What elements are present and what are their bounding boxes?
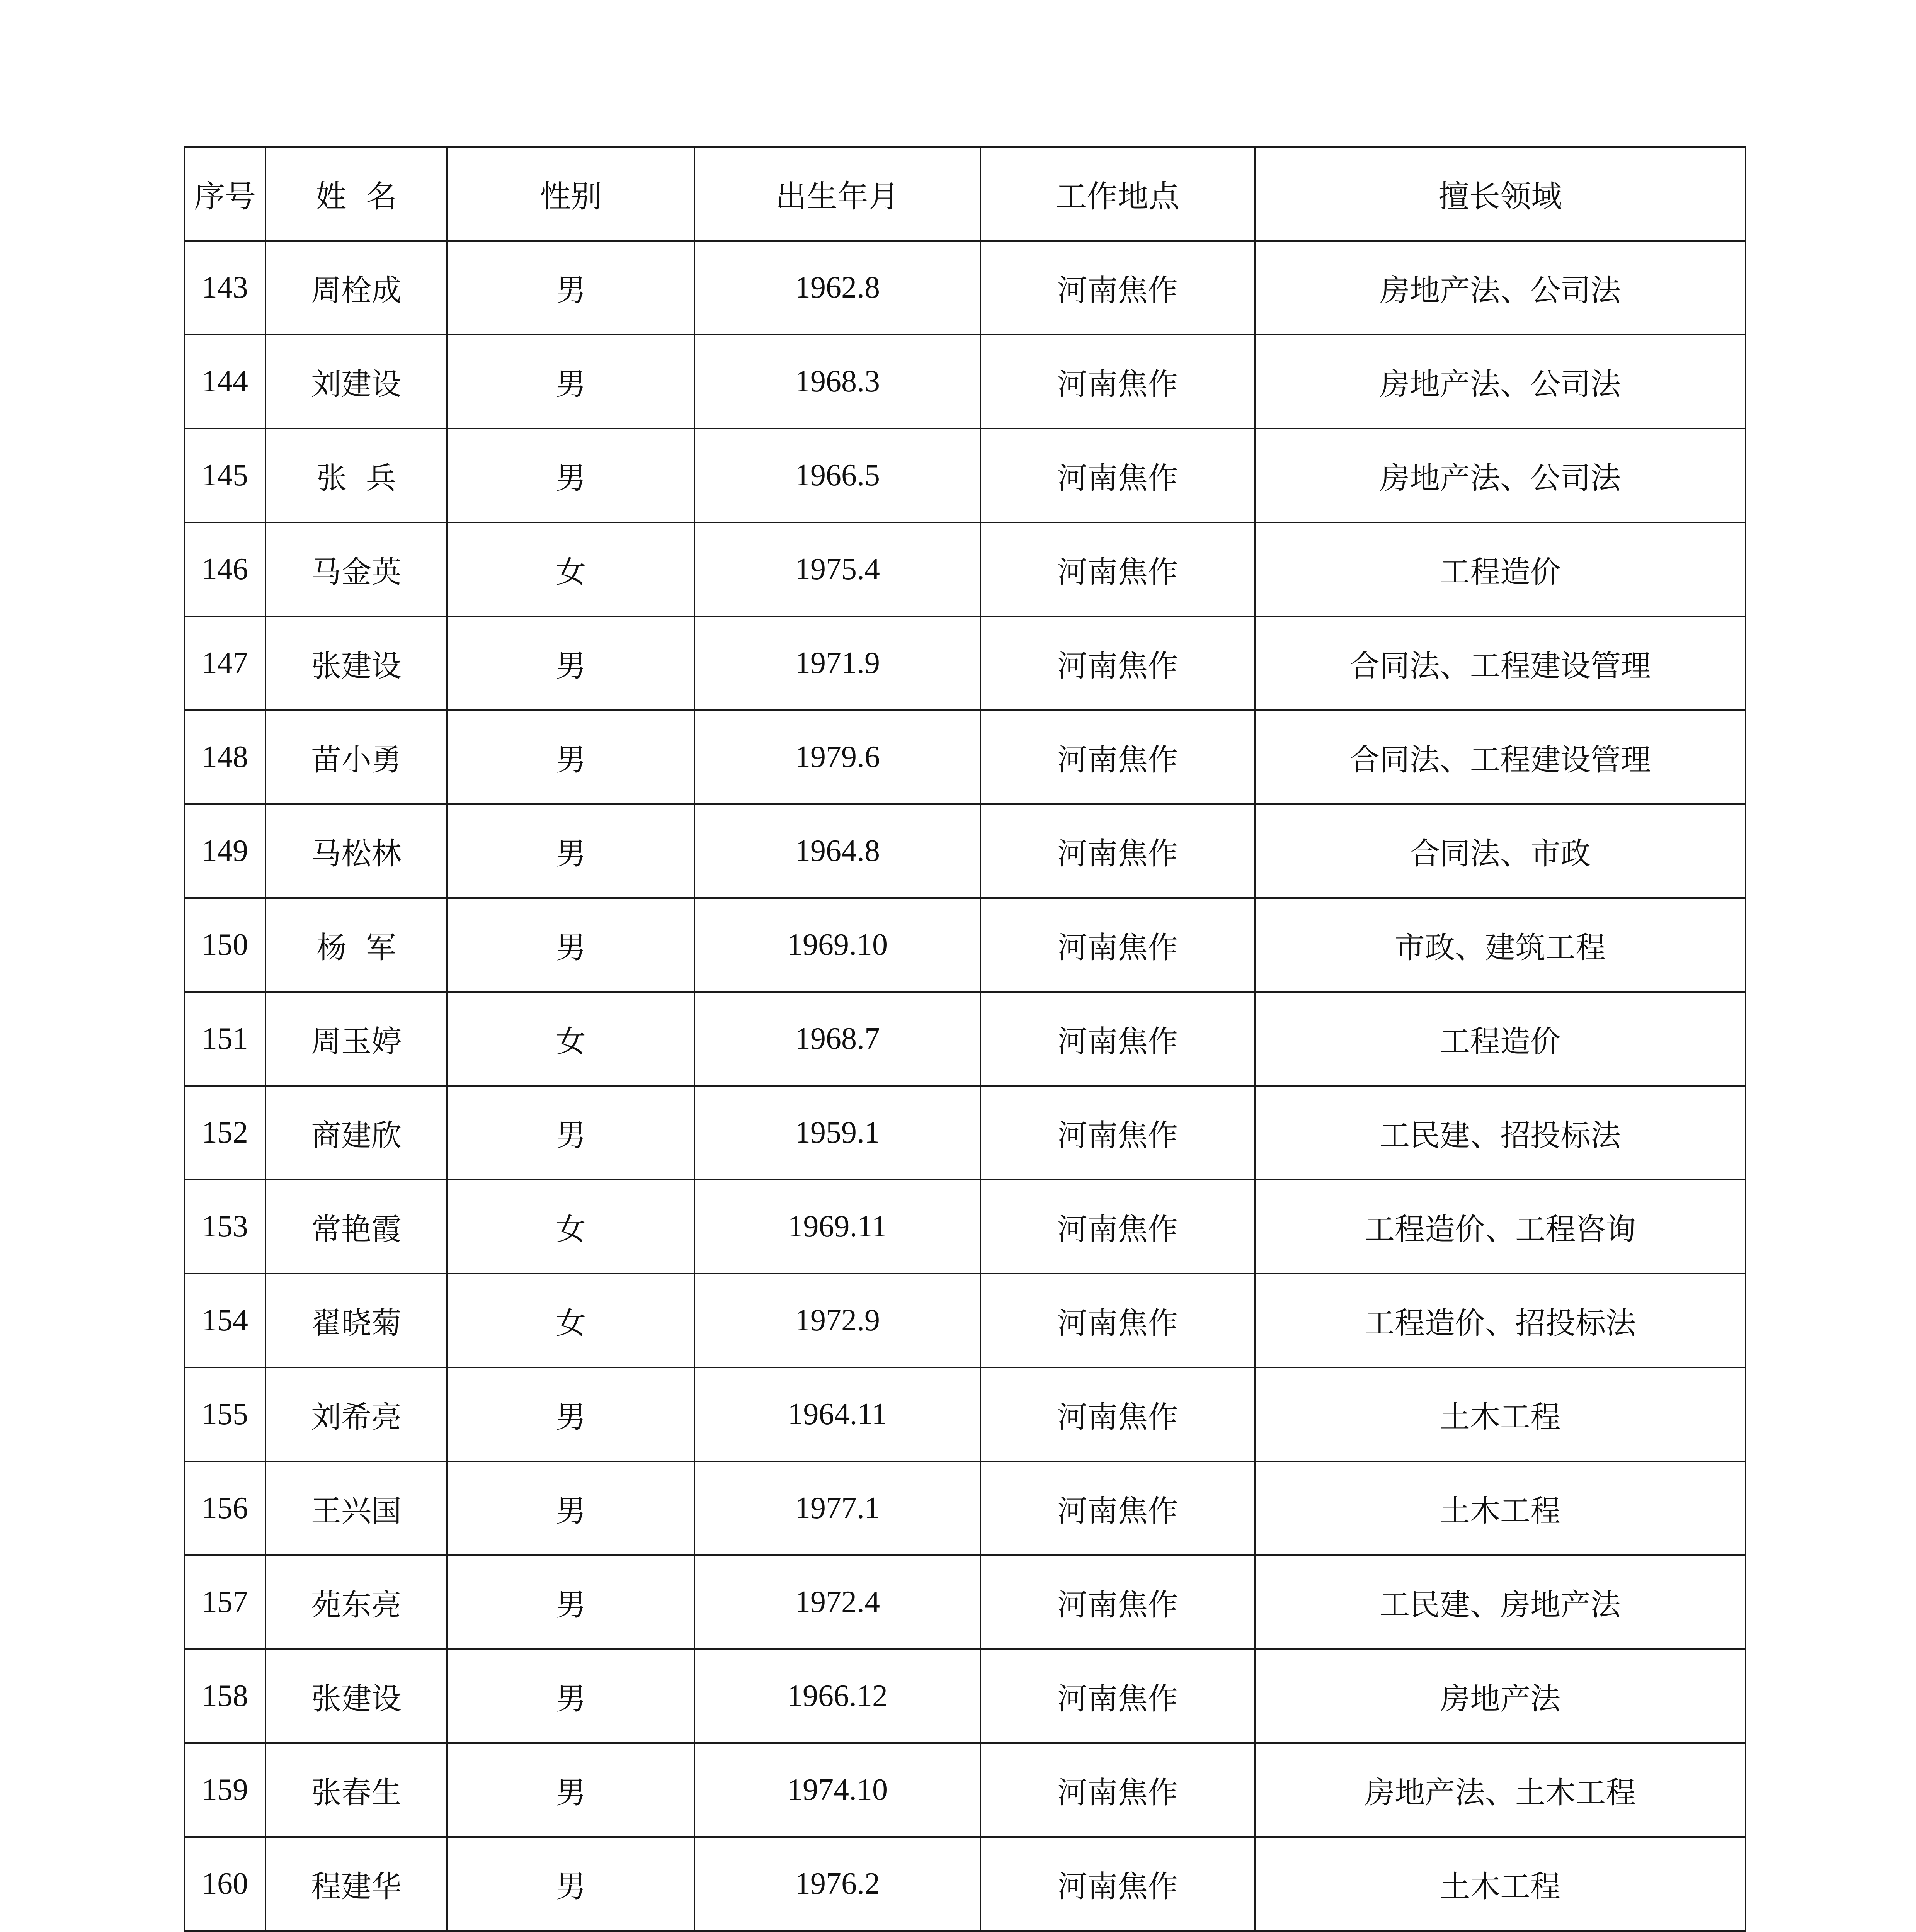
table-row [184,522,1746,616]
table-row [184,710,1746,804]
cell-sex: 男 [447,1555,694,1649]
table-row [184,429,1746,522]
cell-name: 刘建设 [265,335,447,429]
cell-place: 河南焦作 [980,898,1255,992]
cell-name: 周玉婷 [265,992,447,1086]
cell-name: 常艳霞 [265,1180,447,1274]
cell-seq: 146 [184,522,265,616]
cell-field: 工程造价、招投标法 [1255,1274,1746,1367]
cell-birth: 1964.11 [694,1367,980,1461]
cell-seq: 144 [184,335,265,429]
cell-place: 河南焦作 [980,1743,1255,1837]
cell-birth: 1975.4 [694,522,980,616]
cell-sex: 男 [447,1461,694,1555]
cell-field: 房地产法、公司法 [1255,335,1746,429]
cell-name: 张建设 [265,1649,447,1743]
table-row [184,241,1746,335]
table-row [184,804,1746,898]
cell-sex: 男 [447,1086,694,1180]
cell-name: 翟晓菊 [265,1274,447,1367]
cell-field: 合同法、工程建设管理 [1255,710,1746,804]
cell-birth: 1964.8 [694,804,980,898]
cell-field: 房地产法 [1255,1649,1746,1743]
cell-birth: 1962.8 [694,241,980,335]
cell-field: 市政、建筑工程 [1255,898,1746,992]
table-row [184,1086,1746,1180]
cell-place: 河南焦作 [980,1837,1255,1931]
cell-field: 工程造价 [1255,522,1746,616]
table-row [184,1461,1746,1555]
table-row [184,1555,1746,1649]
cell-sex: 女 [447,522,694,616]
cell-name: 程建华 [265,1837,447,1931]
cell-sex: 女 [447,1274,694,1367]
cell-field: 工民建、房地产法 [1255,1555,1746,1649]
cell-sex: 男 [447,710,694,804]
table-row [184,1180,1746,1274]
header-birth: 出生年月 [694,147,980,241]
cell-seq: 149 [184,804,265,898]
cell-place: 河南焦作 [980,1367,1255,1461]
cell-name: 张建设 [265,616,447,710]
table-row [184,898,1746,992]
cell-sex: 男 [447,429,694,522]
cell-name: 苗小勇 [265,710,447,804]
cell-seq: 154 [184,1274,265,1367]
table-body [184,241,1746,1932]
cell-seq: 159 [184,1743,265,1837]
cell-place: 河南焦作 [980,992,1255,1086]
cell-name: 杨 军 [265,898,447,992]
cell-field: 土木工程 [1255,1367,1746,1461]
cell-place: 河南焦作 [980,429,1255,522]
cell-seq: 143 [184,241,265,335]
cell-birth: 1969.10 [694,898,980,992]
cell-place: 河南焦作 [980,241,1255,335]
expert-table [184,146,1746,1932]
cell-seq: 152 [184,1086,265,1180]
header-place: 工作地点 [980,147,1255,241]
cell-sex: 女 [447,1180,694,1274]
header-field: 擅长领域 [1255,147,1746,241]
cell-place: 河南焦作 [980,1086,1255,1180]
header-seq: 序号 [184,147,265,241]
cell-place: 河南焦作 [980,616,1255,710]
cell-seq: 153 [184,1180,265,1274]
cell-place: 河南焦作 [980,710,1255,804]
cell-sex: 男 [447,898,694,992]
cell-birth: 1977.1 [694,1461,980,1555]
table-row [184,1649,1746,1743]
expert-roster-page [184,146,1745,1932]
cell-seq: 160 [184,1837,265,1931]
cell-field: 工程造价 [1255,992,1746,1086]
cell-name: 王兴国 [265,1461,447,1555]
cell-birth: 1968.3 [694,335,980,429]
cell-name: 刘希亮 [265,1367,447,1461]
cell-place: 河南焦作 [980,804,1255,898]
cell-seq: 145 [184,429,265,522]
cell-name: 马松林 [265,804,447,898]
table-row [184,335,1746,429]
cell-field: 房地产法、土木工程 [1255,1743,1746,1837]
table-row [184,1837,1746,1931]
cell-seq: 157 [184,1555,265,1649]
table-row [184,1743,1746,1837]
cell-place: 河南焦作 [980,1555,1255,1649]
cell-birth: 1966.12 [694,1649,980,1743]
cell-sex: 女 [447,992,694,1086]
cell-name: 苑东亮 [265,1555,447,1649]
cell-field: 房地产法、公司法 [1255,429,1746,522]
header-name: 姓 名 [265,147,447,241]
cell-place: 河南焦作 [980,1274,1255,1367]
cell-field: 土木工程 [1255,1837,1746,1931]
table-header-row [184,147,1746,241]
cell-seq: 148 [184,710,265,804]
cell-name: 张春生 [265,1743,447,1837]
header-sex: 性别 [447,147,694,241]
cell-place: 河南焦作 [980,335,1255,429]
cell-seq: 155 [184,1367,265,1461]
table-row [184,616,1746,710]
cell-sex: 男 [447,241,694,335]
cell-sex: 男 [447,1649,694,1743]
cell-name: 张 兵 [265,429,447,522]
cell-seq: 156 [184,1461,265,1555]
cell-birth: 1976.2 [694,1837,980,1931]
cell-field: 工民建、招投标法 [1255,1086,1746,1180]
cell-field: 工程造价、工程咨询 [1255,1180,1746,1274]
cell-sex: 男 [447,1837,694,1931]
cell-name: 周栓成 [265,241,447,335]
cell-birth: 1959.1 [694,1086,980,1180]
cell-birth: 1966.5 [694,429,980,522]
table-row [184,992,1746,1086]
cell-sex: 男 [447,335,694,429]
cell-field: 合同法、工程建设管理 [1255,616,1746,710]
cell-place: 河南焦作 [980,522,1255,616]
cell-place: 河南焦作 [980,1180,1255,1274]
cell-seq: 150 [184,898,265,992]
table-row [184,1367,1746,1461]
cell-birth: 1969.11 [694,1180,980,1274]
cell-seq: 158 [184,1649,265,1743]
cell-seq: 151 [184,992,265,1086]
cell-birth: 1979.6 [694,710,980,804]
cell-sex: 男 [447,804,694,898]
cell-field: 合同法、市政 [1255,804,1746,898]
cell-sex: 男 [447,1367,694,1461]
cell-birth: 1972.4 [694,1555,980,1649]
cell-field: 房地产法、公司法 [1255,241,1746,335]
cell-birth: 1974.10 [694,1743,980,1837]
cell-sex: 男 [447,616,694,710]
cell-seq: 147 [184,616,265,710]
cell-place: 河南焦作 [980,1461,1255,1555]
cell-birth: 1972.9 [694,1274,980,1367]
table-row [184,1274,1746,1367]
cell-birth: 1968.7 [694,992,980,1086]
cell-place: 河南焦作 [980,1649,1255,1743]
cell-name: 商建欣 [265,1086,447,1180]
cell-name: 马金英 [265,522,447,616]
cell-sex: 男 [447,1743,694,1837]
cell-field: 土木工程 [1255,1461,1746,1555]
cell-birth: 1971.9 [694,616,980,710]
